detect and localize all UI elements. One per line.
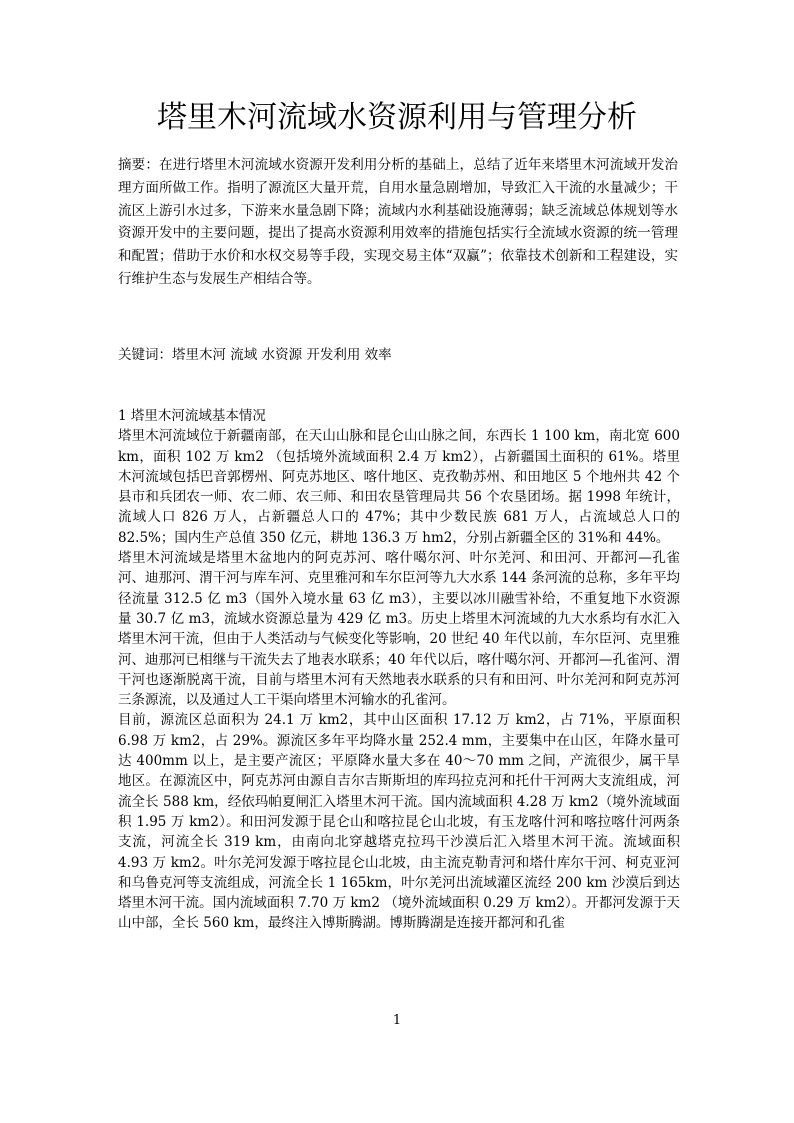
body-paragraph-2: 塔里木河流域是塔里木盆地内的阿克苏河、喀什噶尔河、叶尔羌河、和田河、开都河—孔雀河、迪那河、渭干河与库车河、克里雅河和车尔臣河等九大水系 144 条河流的总称，多年平均径流量 312.5 亿 m3（国外入境水量 63 亿 m3），主要以冰川融雪补给，不重复地下水资源量 30.7 亿 m3，流域水资源总量为 429 亿 m3。历史上塔里木河流域的九大水系均有水汇入塔里木河干流，但由于人类活动与气候变化等影响，20 世纪 40 年代以前，车尔臣河、克里雅河、迪那河已相继与干流失去了地表水联系；40 年代以后，喀什噶尔河、开都河—孔雀河、渭干河也逐渐脱离干流，目前与塔里木河有天然地表水联系的只有和田河、叶尔羌河和阿克苏河三条源流，以及通过人工干渠向塔里木河输水的孔雀河。 (118, 550, 680, 709)
body-paragraph-1: 塔里木河流域位于新疆南部，在天山山脉和昆仑山山脉之间，东西长 1 100 km，南北宽 600 km，面积 102 万 km2 （包括境外流域面积 2.4 万 km2），占新疆国土面积的 61%。塔里木河流域包括巴音郭楞州、阿克苏地区、喀什地区、克孜勒苏州、和田地区 5 个地州共 42 个县市和兵团农一师、农二师、农三师、和田农垦管理局共 56 个农垦团场。据 1998 年统计，流域人口 826 万人，占新疆总人口的 47%；其中少数民族 681 万人，占流域总人口的 82.5%；国内生产总值 350 亿元，耕地 136.3 万 hm2，分别占新疆全区的 31%和 44%。 (118, 428, 680, 546)
keywords-line: 关键词：塔里木河 流域 水资源 开发利用 效率 (118, 347, 392, 363)
paper-title: 塔里木河流域水资源利用与管理分析 (157, 100, 637, 135)
body-text (118, 406, 680, 934)
abstract-paragraph: 摘要：在进行塔里木河流域水资源开发利用分析的基础上，总结了近年来塔里木河流域开发治理方面所做工作。指明了源流区大量开荒，自用水量急剧增加，导致汇入干流的水量减少；干流区上游引水过多，下游来水量急剧下降；流域内水利基础设施薄弱；缺乏流域总体规划等水资源开发中的主要问题，提出了提高水资源利用效率的措施包括实行全流域水资源的统一管理和配置；借助于水价和水权交易等手段，实现交易主体“双赢”；依靠技术创新和工程建设，实行维护生态与发展生产相结合等。 (118, 157, 678, 287)
body-paragraph-3: 目前，源流区总面积为 24.1 万 km2，其中山区面积 17.12 万 km2，占 71%，平原面积 6.98 万 km2，占 29%。源流区多年平均降水量 252.4 mm，主要集中在山区，年降水量可达 400mm 以上，是主要产流区；平原降水量大多在 40～70 mm 之间，产流很少，属干旱地区。在源流区中，阿克苏河由源自吉尔吉斯斯坦的库玛拉克河和托什干河两大支流组成，河流全长 588 km，经依玛帕夏闸汇入塔里木河干流。国内流域面积 4.28 万 km2（境外流域面积 1.95 万 km2）。和田河发源于昆仑山和喀拉昆仑山北坡，有玉龙喀什河和喀拉喀什河两条支流，河流全长 319 km，由南向北穿越塔克拉玛干沙漠后汇入塔里木河干流。流域面积 4.93 万 km2。叶尔羌河发源于喀拉昆仑山北坡，由主流克勒青河和塔什库尔干河、柯克亚河和乌鲁克河等支流组成，河流全长 1 165km，叶尔羌河出流域灌区流经 200 km 沙漠后到达塔里木河干流。国内流域面积 7.70 万 km2 （境外流域面积 0.29 万 km2）。开都河发源于天山中部，全长 560 km，最终注入博斯腾湖。博斯腾湖是连接开都河和孔雀 (118, 712, 680, 932)
page-number: 1 (392, 1013, 402, 1028)
section-heading: 1 塔里木河流域基本情况 (118, 408, 266, 424)
